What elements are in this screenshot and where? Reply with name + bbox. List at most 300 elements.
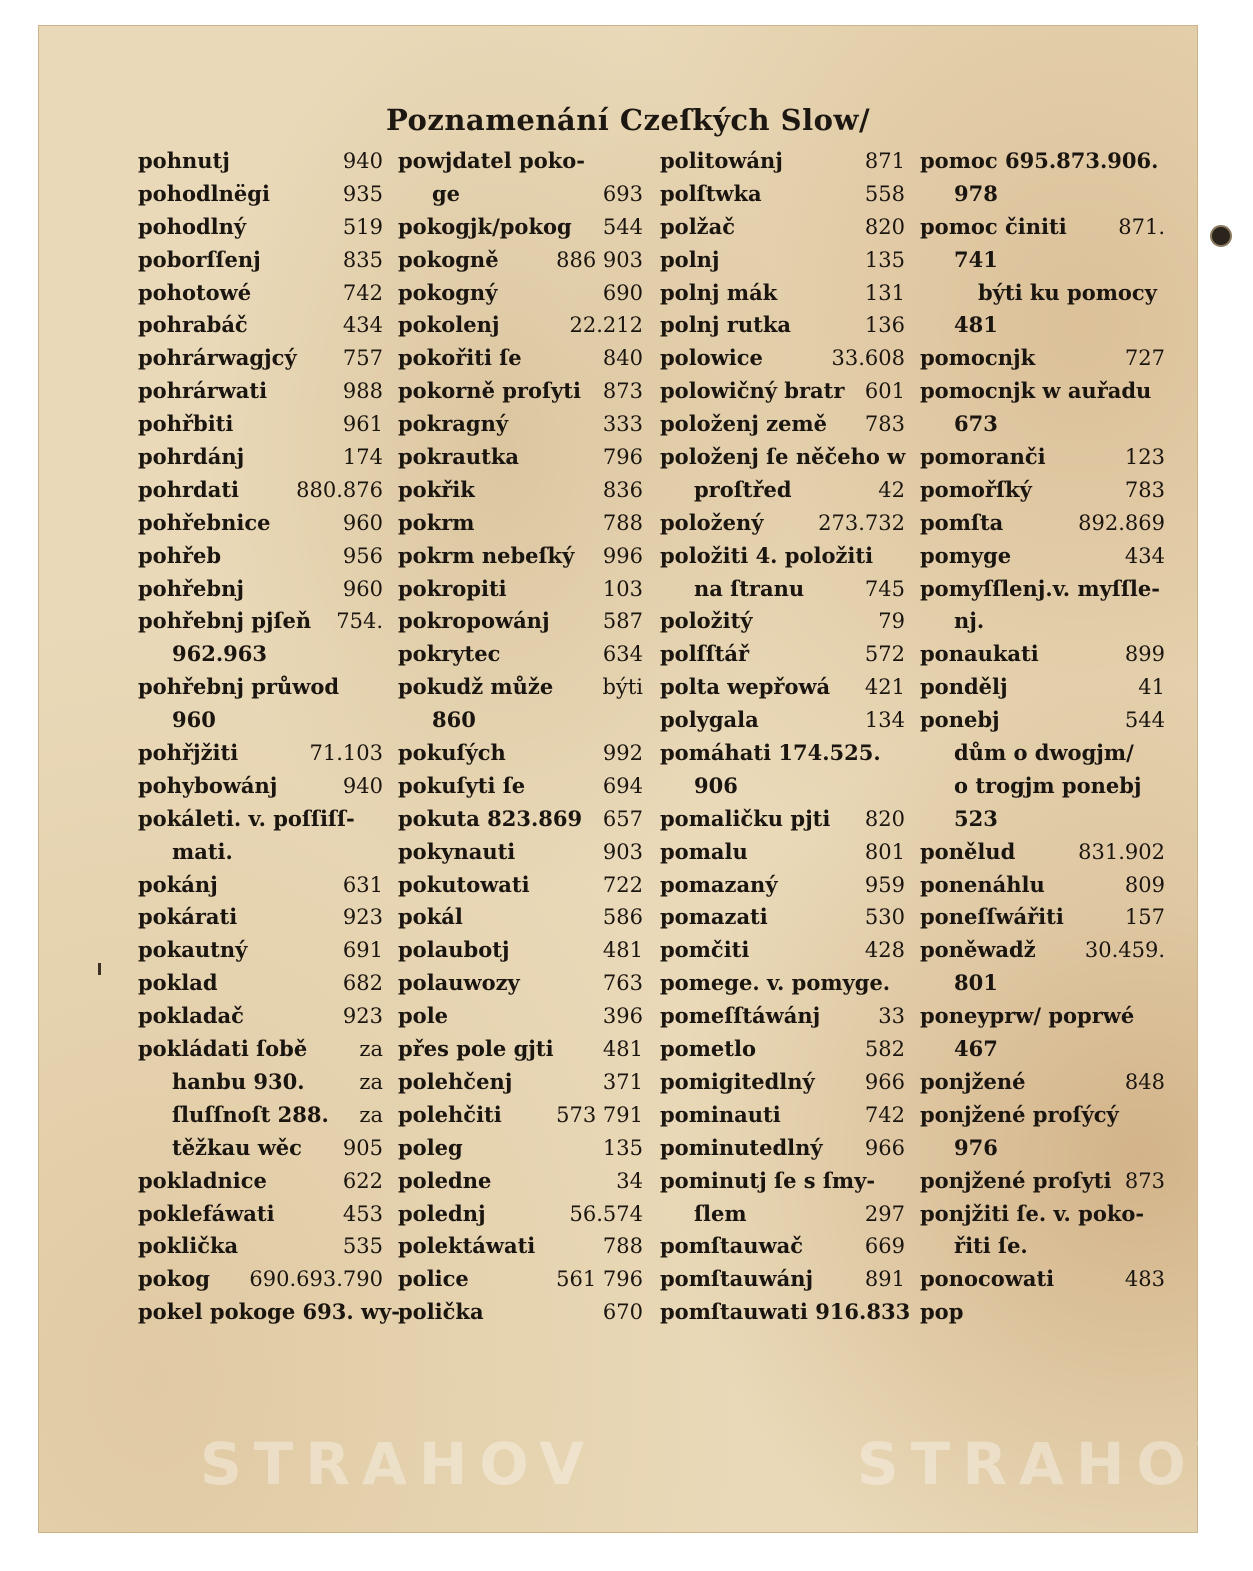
index-entry (398, 1296, 643, 1329)
entry-page-number: 966 (864, 1135, 905, 1160)
index-entry (398, 309, 643, 342)
index-entry (920, 244, 1165, 277)
index-entry (660, 1099, 905, 1132)
entry-term: poneyprw/ poprwé (920, 1003, 1135, 1029)
entry-page-number: býti (602, 675, 643, 700)
index-entry (660, 309, 905, 342)
entry-page-number: 56.574 (569, 1201, 643, 1226)
entry-term: pokánj (138, 871, 218, 897)
index-entry (138, 211, 383, 244)
index-entry (920, 408, 1165, 441)
index-entry (920, 342, 1165, 375)
entry-page-number: 587 (602, 609, 643, 634)
index-column-3 (660, 145, 911, 1329)
index-entry (138, 244, 383, 277)
index-entry (138, 967, 383, 1000)
index-entry (138, 836, 383, 869)
index-entry (920, 540, 1165, 573)
entry-term: pohrabáč (138, 312, 248, 338)
entry-page-number: 840 (602, 346, 643, 371)
entry-term: 962.963 (172, 641, 267, 667)
entry-term: mati. (172, 838, 233, 864)
entry-page-number: 809 (1124, 872, 1165, 897)
entry-page-number: 763 (602, 971, 643, 996)
index-entry (138, 803, 383, 836)
entry-page-number: 959 (864, 872, 905, 897)
entry-term: polſſtář (660, 641, 750, 667)
index-entry (398, 1263, 643, 1296)
index-entry (138, 1230, 383, 1263)
entry-page-number: 33.608 (831, 346, 905, 371)
entry-term: pokuſých (398, 740, 506, 766)
entry-term: pohřjžiti (138, 740, 239, 766)
index-entry (660, 934, 905, 967)
entry-page-number: 873 (1124, 1168, 1165, 1193)
entry-page-number: 891 (864, 1267, 905, 1292)
page-hole (1210, 225, 1232, 247)
index-entry (660, 211, 905, 244)
entry-page-number: 30.459. (1084, 938, 1165, 963)
entry-term: polauwozy (398, 970, 520, 996)
entry-page-number: 535 (342, 1234, 383, 1259)
entry-term: pokuta 823.869 (398, 805, 583, 831)
entry-page-number: 754. (336, 609, 383, 634)
index-entry (398, 1033, 643, 1066)
entry-term: pomſtauwánj (660, 1266, 814, 1292)
entry-term: pomalu (660, 838, 748, 864)
entry-term: pokuſyti ſe (398, 772, 526, 798)
index-entry (920, 507, 1165, 540)
entry-term: pokudž může (398, 674, 554, 700)
entry-page-number: 873 (602, 379, 643, 404)
entry-term: pokogjk/pokog (398, 213, 572, 239)
index-entry (138, 375, 383, 408)
entry-page-number: 956 (342, 543, 383, 568)
index-entry (138, 178, 383, 211)
entry-page-number: 940 (342, 149, 383, 173)
index-entry (138, 737, 383, 770)
index-entry (660, 1033, 905, 1066)
entry-term: pokrautka (398, 444, 520, 470)
index-entry (920, 803, 1165, 836)
index-entry (920, 375, 1165, 408)
entry-term: položiti 4. položiti (660, 542, 874, 568)
entry-page-number: 670 (602, 1300, 643, 1325)
index-entry (660, 244, 905, 277)
entry-term: pominauti (660, 1101, 781, 1127)
index-entry (660, 474, 905, 507)
index-entry (398, 704, 643, 737)
entry-page-number: 481 (602, 938, 643, 963)
index-entry (138, 441, 383, 474)
entry-page-number: 558 (864, 181, 905, 206)
index-entry (398, 737, 643, 770)
entry-page-number: 892.869 (1078, 510, 1165, 535)
entry-term: 978 (954, 180, 998, 206)
entry-term: polnj (660, 246, 720, 272)
entry-page-number: 544 (602, 214, 643, 239)
entry-term: ponjžiti ſe. v. poko- (920, 1200, 1145, 1226)
entry-page-number: 573 791 (556, 1102, 643, 1127)
entry-term: polektáwati (398, 1233, 536, 1259)
index-entry (660, 901, 905, 934)
entry-term: býti ku pomocy (978, 279, 1157, 305)
entry-page-number: 273.732 (818, 510, 905, 535)
entry-term: pohřebnj (138, 575, 244, 601)
entry-term: pomyſſlenj.v. myſſle- (920, 575, 1160, 601)
index-entry (920, 1230, 1165, 1263)
index-entry (920, 178, 1165, 211)
entry-page-number: 601 (864, 379, 905, 404)
entry-term: položenj ſe něčeho w (660, 444, 906, 470)
page-title: Poznamenání Czeſkých Slow/ (386, 103, 871, 137)
entry-page-number: 690.693.790 (249, 1267, 383, 1292)
index-entry (660, 408, 905, 441)
entry-page-number: 836 (602, 477, 643, 502)
entry-term: pomyge (920, 542, 1012, 568)
index-entry (398, 474, 643, 507)
entry-page-number: 157 (1124, 905, 1165, 930)
entry-term: pokořiti ſe (398, 345, 522, 371)
entry-page-number: 131 (864, 280, 905, 305)
entry-term: pondělj (920, 674, 1008, 700)
entry-term: ponjžené proſyti (920, 1167, 1112, 1193)
index-entry (920, 770, 1165, 803)
entry-term: pole (398, 1003, 449, 1029)
entry-page-number: 757 (342, 346, 383, 371)
index-entry (660, 1165, 905, 1198)
index-entry (660, 1132, 905, 1165)
index-entry (398, 934, 643, 967)
index-entry (920, 1198, 1165, 1231)
entry-term: ponocowati (920, 1266, 1055, 1292)
entry-term: pomſtauwati 916.833 (660, 1299, 911, 1325)
index-entry (660, 638, 905, 671)
entry-term: pometlo (660, 1036, 756, 1062)
index-entry (138, 1099, 383, 1132)
entry-term: pohodlný (138, 213, 247, 239)
index-entry (398, 1165, 643, 1198)
index-entry (138, 277, 383, 310)
index-entry (138, 770, 383, 803)
entry-page-number: 691 (342, 938, 383, 963)
index-entry (920, 474, 1165, 507)
entry-term: pokladnice (138, 1167, 267, 1193)
entry-page-number: 820 (864, 806, 905, 831)
index-entry (660, 1296, 911, 1329)
index-entry (138, 573, 383, 606)
entry-term: polička (398, 1299, 484, 1325)
index-entry (398, 244, 643, 277)
entry-page-number: za (359, 1069, 383, 1094)
entry-page-number: 453 (342, 1201, 383, 1226)
index-entry (138, 1263, 383, 1296)
entry-term: polehčiti (398, 1101, 502, 1127)
entry-term: politowánj (660, 148, 783, 173)
entry-page-number: 135 (864, 247, 905, 272)
index-entry (920, 1099, 1165, 1132)
entry-page-number: 135 (602, 1135, 643, 1160)
entry-page-number: 905 (342, 1135, 383, 1160)
entry-term: pohodlnëgi (138, 180, 270, 206)
entry-term: ge (432, 180, 461, 206)
index-entry (920, 1132, 1165, 1165)
entry-term: pohřebnj průwod (138, 674, 340, 700)
entry-term: 960 (172, 707, 216, 733)
entry-term: polowičný bratr (660, 378, 845, 404)
entry-term: 467 (954, 1036, 998, 1062)
index-entry (920, 869, 1165, 902)
entry-term: pohřbiti (138, 411, 234, 437)
entry-term: pohotowé (138, 279, 252, 305)
entry-term: pop (920, 1299, 964, 1325)
index-entry (138, 1296, 400, 1329)
index-entry (660, 178, 905, 211)
index-entry (920, 1033, 1165, 1066)
entry-term: 741 (954, 246, 998, 272)
entry-page-number: 544 (1124, 708, 1165, 733)
entry-page-number: 396 (602, 1004, 643, 1029)
index-entry (138, 1066, 383, 1099)
index-entry (138, 1033, 383, 1066)
entry-term: 801 (954, 970, 998, 996)
entry-term: ponaukati (920, 641, 1039, 667)
index-entry (660, 1000, 905, 1033)
index-entry (660, 737, 905, 770)
index-column-1 (138, 145, 400, 1329)
entry-page-number: 871. (1118, 214, 1165, 239)
entry-term: pokáleti. v. poſſiſſ- (138, 805, 355, 831)
entry-term: pokrytec (398, 641, 501, 667)
entry-term: hanbu 930. (172, 1068, 305, 1094)
index-entry (398, 869, 643, 902)
margin-mark (98, 963, 101, 975)
entry-page-number: 34 (616, 1168, 643, 1193)
entry-term: ſluſſnoſt 288. (172, 1101, 329, 1127)
entry-term: pominutedlný (660, 1134, 823, 1160)
index-entry (660, 1230, 905, 1263)
entry-page-number: 831.902 (1078, 839, 1165, 864)
entry-page-number: 622 (342, 1168, 383, 1193)
entry-term: položený (660, 509, 764, 535)
index-entry (920, 901, 1165, 934)
entry-term: pokautný (138, 937, 248, 963)
index-entry (138, 901, 383, 934)
entry-page-number: 788 (602, 1234, 643, 1259)
index-entry (920, 573, 1165, 606)
entry-term: polſtwka (660, 180, 762, 206)
entry-term: pomſtauwač (660, 1233, 803, 1259)
entry-page-number: 796 (602, 445, 643, 470)
index-entry (398, 178, 643, 211)
entry-term: pokárati (138, 904, 238, 930)
entry-term: nj. (954, 608, 985, 634)
entry-term: pohnutj (138, 148, 230, 173)
index-column-4 (920, 145, 1165, 1329)
index-entry (920, 638, 1165, 671)
index-entry (920, 1296, 1165, 1329)
entry-term: pomořſký (920, 476, 1032, 502)
index-entry (660, 375, 905, 408)
entry-page-number: 886 903 (556, 247, 643, 272)
entry-page-number: 992 (602, 741, 643, 766)
entry-page-number: 174 (342, 445, 383, 470)
index-entry (398, 638, 643, 671)
entry-term: polaubotj (398, 937, 510, 963)
entry-page-number: 519 (342, 214, 383, 239)
entry-term: 976 (954, 1134, 998, 1160)
entry-page-number: 788 (602, 510, 643, 535)
index-entry (920, 145, 1165, 178)
index-entry (398, 901, 643, 934)
entry-term: poklefáwati (138, 1200, 275, 1226)
entry-term: pohřeb (138, 542, 222, 568)
entry-term: přes pole gjti (398, 1036, 554, 1062)
index-entry (398, 375, 643, 408)
index-entry (398, 145, 643, 178)
index-entry (398, 1066, 643, 1099)
entry-term: poněwadž (920, 937, 1036, 963)
index-entry (920, 605, 1165, 638)
entry-term: pomigitedlný (660, 1068, 815, 1094)
index-entry (660, 770, 905, 803)
entry-page-number: za (359, 1102, 383, 1127)
index-entry (660, 1263, 905, 1296)
entry-term: pomoc činiti (920, 213, 1067, 239)
entry-page-number: 996 (602, 543, 643, 568)
entry-term: ponebj (920, 707, 1000, 733)
entry-page-number: 33 (878, 1004, 905, 1029)
entry-term: pokolenj (398, 312, 500, 338)
entry-page-number: 835 (342, 247, 383, 272)
entry-term: ponjžené proſýcý (920, 1101, 1119, 1127)
entry-page-number: 79 (878, 609, 905, 634)
entry-term: pohrárwagjcý (138, 345, 297, 371)
index-entry (920, 441, 1165, 474)
index-entry (138, 540, 383, 573)
entry-term: police (398, 1266, 469, 1292)
index-entry (920, 1066, 1165, 1099)
entry-term: polednj (398, 1200, 486, 1226)
entry-term: poborſſenj (138, 246, 261, 272)
entry-term: pomazati (660, 904, 768, 930)
entry-term: položitý (660, 608, 753, 634)
index-entry (138, 408, 383, 441)
index-entry (660, 869, 905, 902)
entry-page-number: 961 (342, 412, 383, 437)
entry-page-number: 371 (602, 1069, 643, 1094)
index-entry (138, 1000, 383, 1033)
entry-term: pokřik (398, 476, 475, 502)
entry-term: polowice (660, 345, 763, 371)
index-entry (920, 1165, 1165, 1198)
entry-page-number: 727 (1124, 346, 1165, 371)
index-entry (660, 704, 905, 737)
entry-page-number: 434 (342, 313, 383, 338)
index-entry (660, 342, 905, 375)
entry-page-number: 631 (342, 872, 383, 897)
index-entry (398, 1000, 643, 1033)
index-entry (398, 277, 643, 310)
entry-page-number: 871 (864, 149, 905, 173)
entry-term: 523 (954, 805, 998, 831)
entry-term: pohrdati (138, 476, 239, 502)
entry-page-number: 722 (602, 872, 643, 897)
entry-term: těžkau wěc (172, 1134, 302, 1160)
index-entry (920, 211, 1165, 244)
entry-term: pokropiti (398, 575, 507, 601)
entry-term: o trogjm ponebj (954, 772, 1142, 798)
index-entry (138, 1132, 383, 1165)
entry-term: položenj země (660, 411, 828, 437)
entry-term: pomáhati 174.525. (660, 740, 881, 766)
entry-page-number: 694 (602, 773, 643, 798)
entry-page-number: 935 (342, 181, 383, 206)
entry-term: polta wepřowá (660, 674, 831, 700)
entry-term: pokynauti (398, 838, 516, 864)
index-entry (398, 1132, 643, 1165)
index-entry (398, 967, 643, 1000)
index-entry (138, 1165, 383, 1198)
entry-term: pohrdánj (138, 444, 245, 470)
index-entry (920, 1263, 1165, 1296)
entry-term: ſlem (694, 1200, 747, 1226)
index-entry (398, 1230, 643, 1263)
entry-term: pokragný (398, 411, 509, 437)
entry-page-number: 483 (1124, 1267, 1165, 1292)
entry-page-number: 960 (342, 510, 383, 535)
entry-term: pokog (138, 1266, 210, 1292)
entry-page-number: 848 (1124, 1069, 1165, 1094)
index-entry (398, 342, 643, 375)
watermark-right: STRAHOV (857, 1430, 1253, 1498)
index-entry (920, 934, 1165, 967)
index-entry (398, 1099, 643, 1132)
entry-page-number: 297 (864, 1201, 905, 1226)
watermark-left: STRAHOV (200, 1430, 597, 1498)
entry-term: 906 (694, 772, 738, 798)
entry-term: ponenáhlu (920, 871, 1045, 897)
index-entry (660, 573, 905, 606)
entry-page-number: 966 (864, 1069, 905, 1094)
index-entry (138, 704, 383, 737)
index-entry (660, 671, 905, 704)
entry-term: polžač (660, 213, 735, 239)
entry-page-number: 899 (1124, 642, 1165, 667)
index-entry (660, 836, 905, 869)
entry-page-number: 71.103 (309, 741, 383, 766)
entry-page-number: 42 (878, 477, 905, 502)
entry-page-number: 693 (602, 181, 643, 206)
entry-term: pokorně proſyti (398, 378, 581, 404)
entry-page-number: 123 (1124, 445, 1165, 470)
entry-term: pomege. v. pomyge. (660, 970, 891, 996)
entry-term: poklička (138, 1233, 239, 1259)
entry-term: pokrm (398, 509, 475, 535)
entry-page-number: 530 (864, 905, 905, 930)
entry-page-number: 960 (342, 576, 383, 601)
index-entry (398, 671, 643, 704)
index-entry (660, 277, 905, 310)
entry-page-number: za (359, 1037, 383, 1062)
entry-term: polnj mák (660, 279, 778, 305)
entry-term: pokropowánj (398, 608, 550, 634)
entry-term: pohřebnice (138, 509, 271, 535)
entry-term: pohrárwati (138, 378, 268, 404)
index-entry (660, 1066, 905, 1099)
entry-page-number: 783 (864, 412, 905, 437)
index-entry (138, 507, 383, 540)
